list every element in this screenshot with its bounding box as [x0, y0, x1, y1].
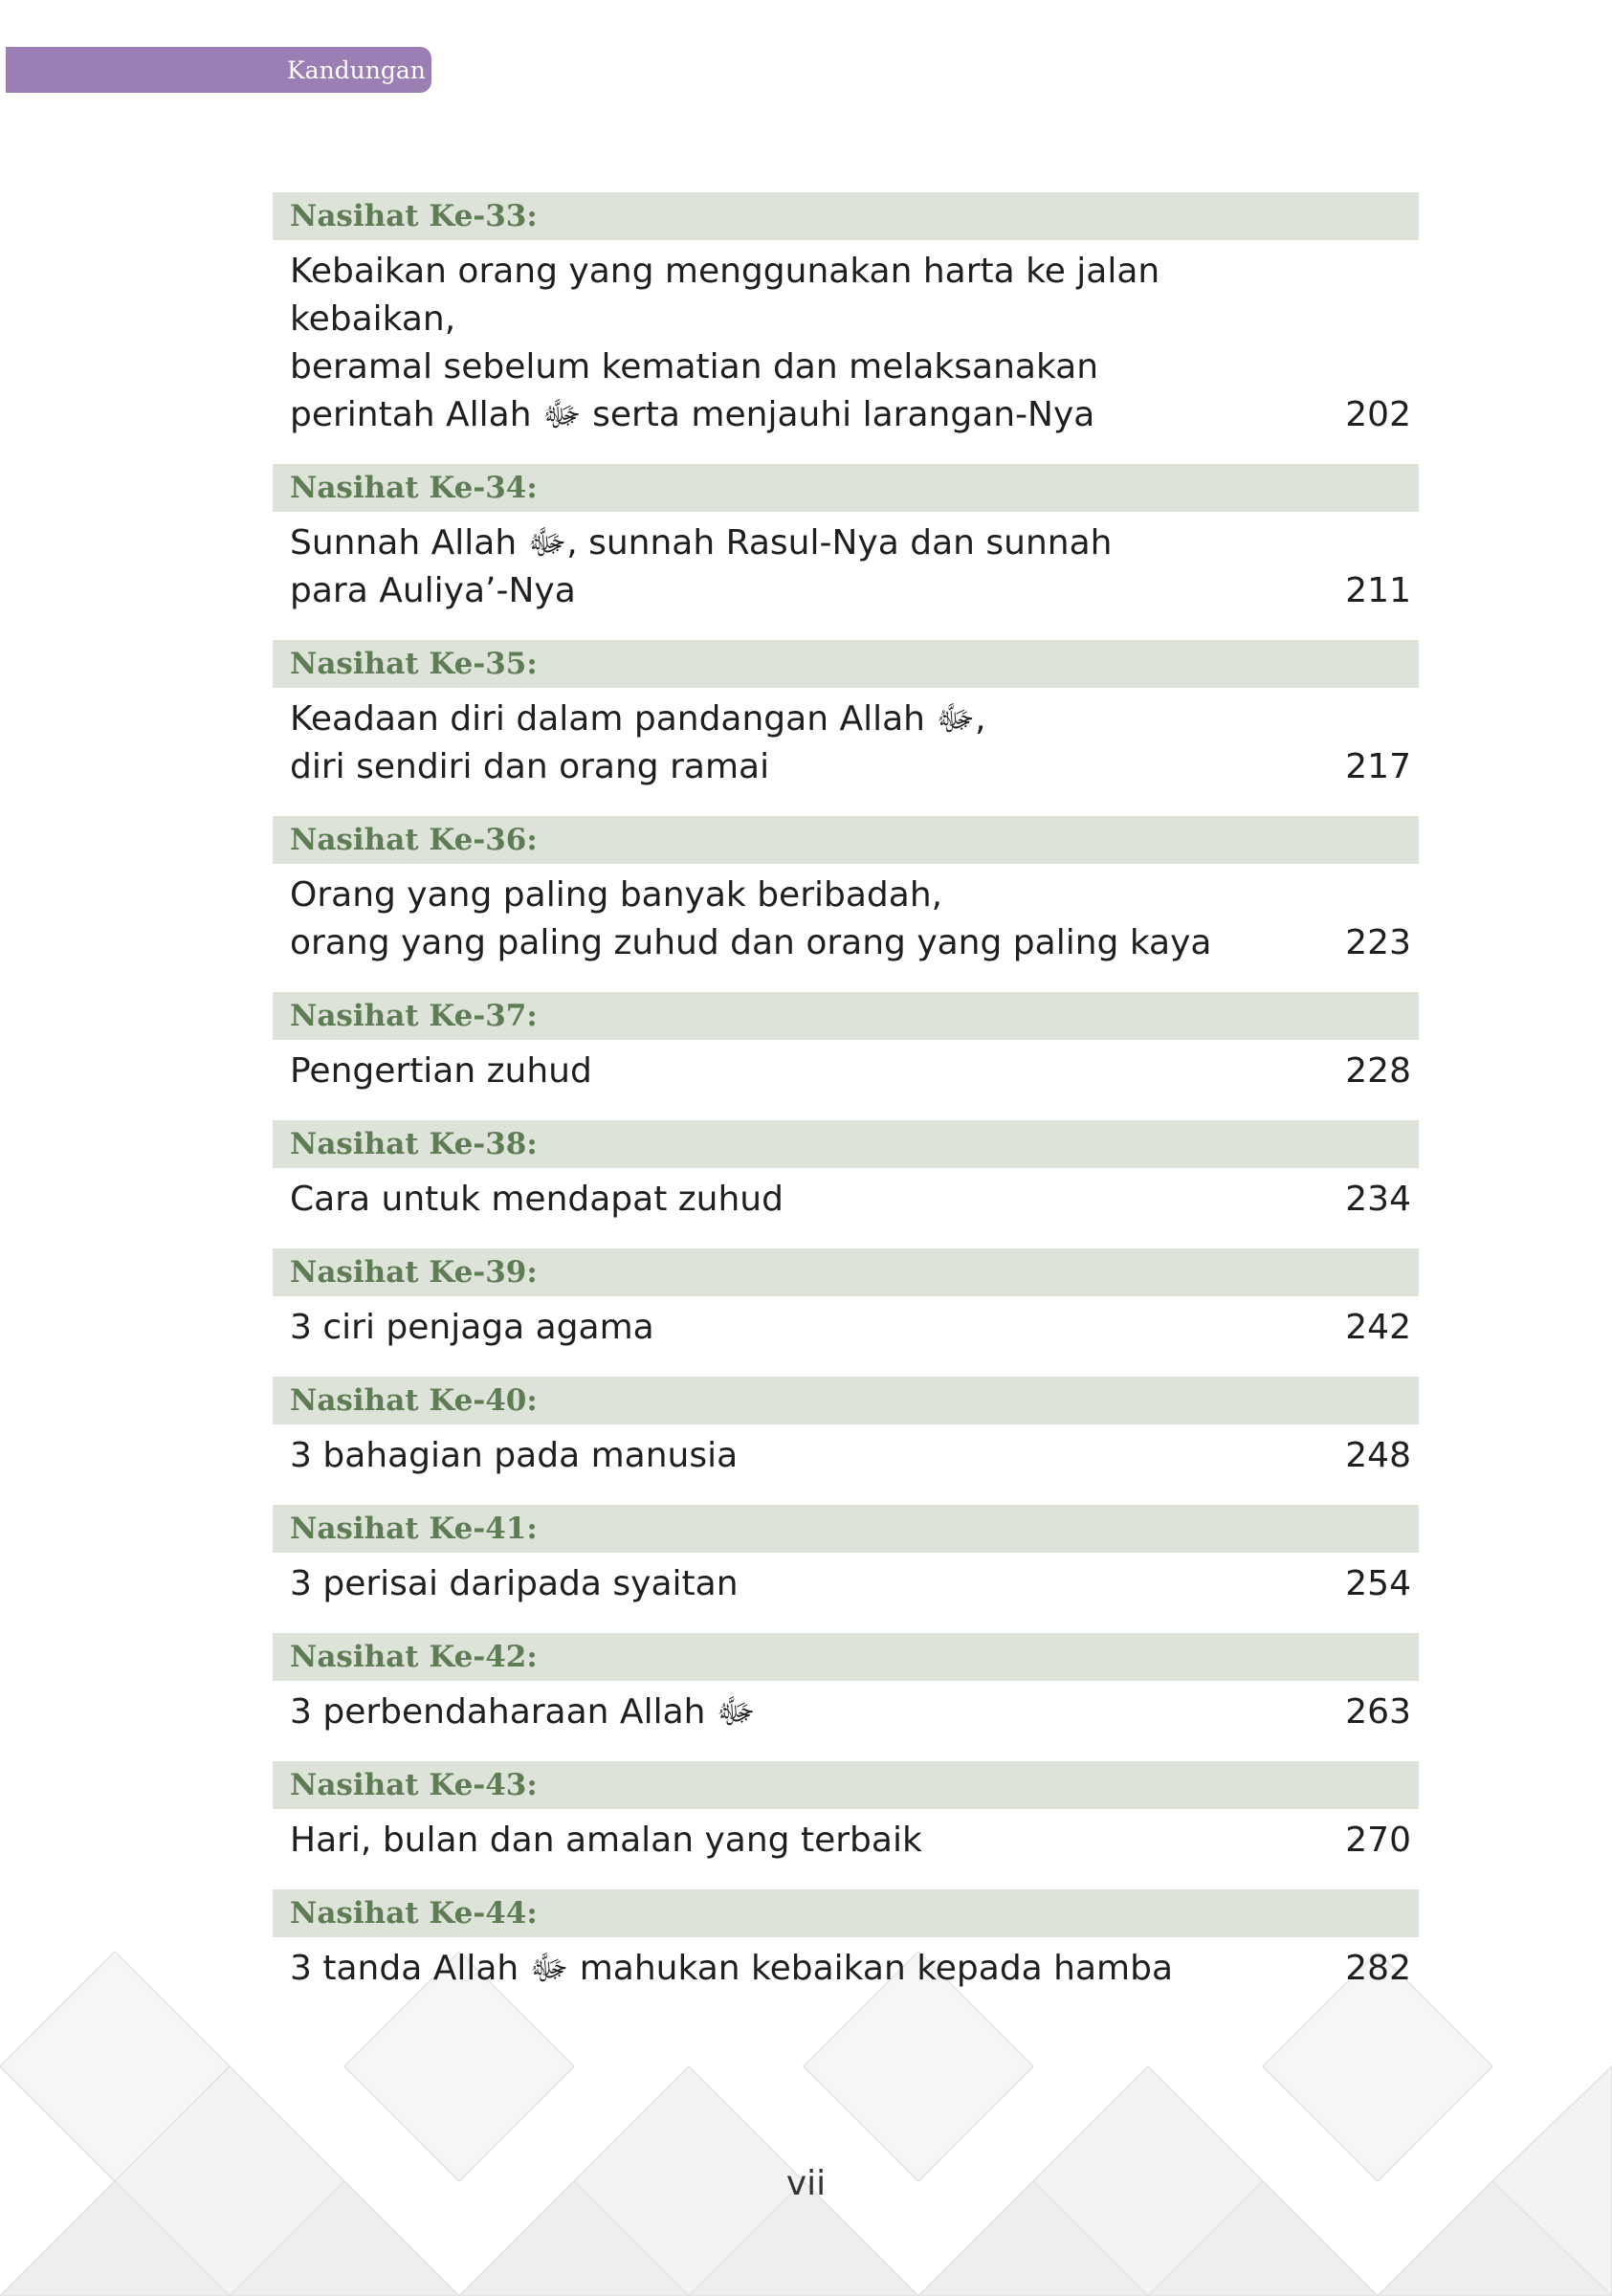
toc-entry[interactable]: [273, 464, 1419, 615]
toc-entry-title: [290, 1304, 654, 1352]
toc-entry-label: Nasihat Ke-39:: [273, 1248, 1419, 1296]
toc-entry-title: [290, 1817, 922, 1865]
toc-entry-title-line: Pengertian zuhud: [290, 1051, 592, 1091]
section-title: Kandungan: [287, 56, 426, 84]
toc-entry-label: Nasihat Ke-33:: [273, 192, 1419, 240]
toc-entry-body: [273, 1937, 1419, 1993]
toc-entry-title-line: para Auliya’-Nya: [290, 571, 576, 610]
toc-entry-title-line: Kebaikan orang yang menggunakan harta ke jalan kebaikan,: [290, 252, 1160, 339]
toc-entry-page-number: 254: [1345, 1564, 1411, 1603]
toc-entry[interactable]: [273, 1505, 1419, 1608]
toc-entry-label: Nasihat Ke-40:: [273, 1377, 1419, 1424]
section-header-tab: [6, 47, 431, 93]
toc-entry-body: [273, 688, 1419, 791]
toc-entry-page-number: 282: [1345, 1949, 1411, 1988]
toc-entry[interactable]: [273, 1889, 1419, 1993]
toc-entry-title-line: Hari, bulan dan amalan yang terbaik: [290, 1821, 922, 1860]
toc-entry[interactable]: [273, 1377, 1419, 1480]
toc-entry-page-number: 270: [1345, 1821, 1411, 1860]
toc-entry-page-number: 217: [1345, 747, 1411, 786]
toc-entry-label: Nasihat Ke-35:: [273, 640, 1419, 688]
toc-entry-title-line: Sunnah Allah ﷻ, sunnah Rasul-Nya dan sunnah: [290, 523, 1113, 563]
toc-entry[interactable]: [273, 1761, 1419, 1865]
toc-entry-label: Nasihat Ke-43:: [273, 1761, 1419, 1809]
toc-entry-page-number: 223: [1345, 923, 1411, 962]
toc-entry-page-number: 234: [1345, 1180, 1411, 1219]
table-of-contents: [273, 192, 1419, 2018]
toc-entry-title-line: 3 perbendaharaan Allah ﷻ: [290, 1692, 756, 1732]
toc-entry[interactable]: [273, 992, 1419, 1095]
toc-entry-label: Nasihat Ke-36:: [273, 816, 1419, 864]
toc-entry[interactable]: [273, 1633, 1419, 1736]
toc-entry-page-number: 211: [1345, 571, 1411, 610]
toc-entry-title: [290, 695, 986, 791]
toc-entry-body: [273, 1040, 1419, 1095]
toc-entry[interactable]: [273, 816, 1419, 967]
toc-entry-title-line: Orang yang paling banyak beribadah,: [290, 875, 943, 915]
toc-entry-title-line: 3 perisai daripada syaitan: [290, 1564, 739, 1603]
toc-entry-title-line: 3 bahagian pada manusia: [290, 1436, 739, 1475]
toc-entry-label: Nasihat Ke-37:: [273, 992, 1419, 1040]
toc-entry-page-number: 242: [1345, 1308, 1411, 1347]
toc-entry[interactable]: [273, 1120, 1419, 1224]
toc-entry-title: [290, 1945, 1173, 1993]
toc-entry-title-line: perintah Allah ﷻ serta menjauhi larangan-Nya: [290, 395, 1095, 434]
toc-entry-label: Nasihat Ke-41:: [273, 1505, 1419, 1553]
toc-entry-body: [273, 1296, 1419, 1352]
toc-entry-body: [273, 512, 1419, 615]
toc-entry-body: [273, 1424, 1419, 1480]
toc-entry-title-line: beramal sebelum kematian dan melaksanakan: [290, 347, 1099, 386]
toc-entry-body: [273, 1553, 1419, 1608]
toc-entry-title-line: Cara untuk mendapat zuhud: [290, 1180, 784, 1219]
toc-entry-body: [273, 1809, 1419, 1865]
toc-entry-title-line: 3 tanda Allah ﷻ mahukan kebaikan kepada hamba: [290, 1949, 1174, 1988]
toc-entry-title-line: 3 ciri penjaga agama: [290, 1308, 654, 1347]
page-number: vii: [785, 2164, 827, 2203]
toc-entry-title: [290, 1560, 739, 1608]
toc-entry-page-number: 248: [1345, 1436, 1411, 1475]
toc-entry[interactable]: [273, 640, 1419, 791]
toc-entry-title-line: orang yang paling zuhud dan orang yang paling kaya: [290, 923, 1212, 962]
toc-entry-title: [290, 1048, 592, 1095]
toc-entry-title: [290, 872, 1211, 967]
toc-entry[interactable]: [273, 192, 1419, 439]
toc-entry-page-number: 202: [1345, 395, 1411, 434]
toc-entry-title: [290, 519, 1112, 615]
toc-entry-title-line: diri sendiri dan orang ramai: [290, 747, 770, 786]
toc-entry-body: [273, 1168, 1419, 1224]
toc-entry-label: Nasihat Ke-44:: [273, 1889, 1419, 1937]
toc-entry-body: [273, 1681, 1419, 1736]
toc-entry-title: [290, 1176, 784, 1224]
toc-entry-page-number: 228: [1345, 1051, 1411, 1091]
toc-entry-title-line: Keadaan diri dalam pandangan Allah ﷻ,: [290, 699, 986, 739]
toc-entry-body: [273, 240, 1419, 439]
toc-entry-label: Nasihat Ke-38:: [273, 1120, 1419, 1168]
toc-entry-label: Nasihat Ke-42:: [273, 1633, 1419, 1681]
toc-entry-title: [290, 248, 1285, 439]
toc-entry-title: [290, 1432, 738, 1480]
toc-entry-page-number: 263: [1345, 1692, 1411, 1732]
toc-entry-label: Nasihat Ke-34:: [273, 464, 1419, 512]
toc-entry-title: [290, 1689, 756, 1736]
toc-entry-body: [273, 864, 1419, 967]
toc-entry[interactable]: [273, 1248, 1419, 1352]
